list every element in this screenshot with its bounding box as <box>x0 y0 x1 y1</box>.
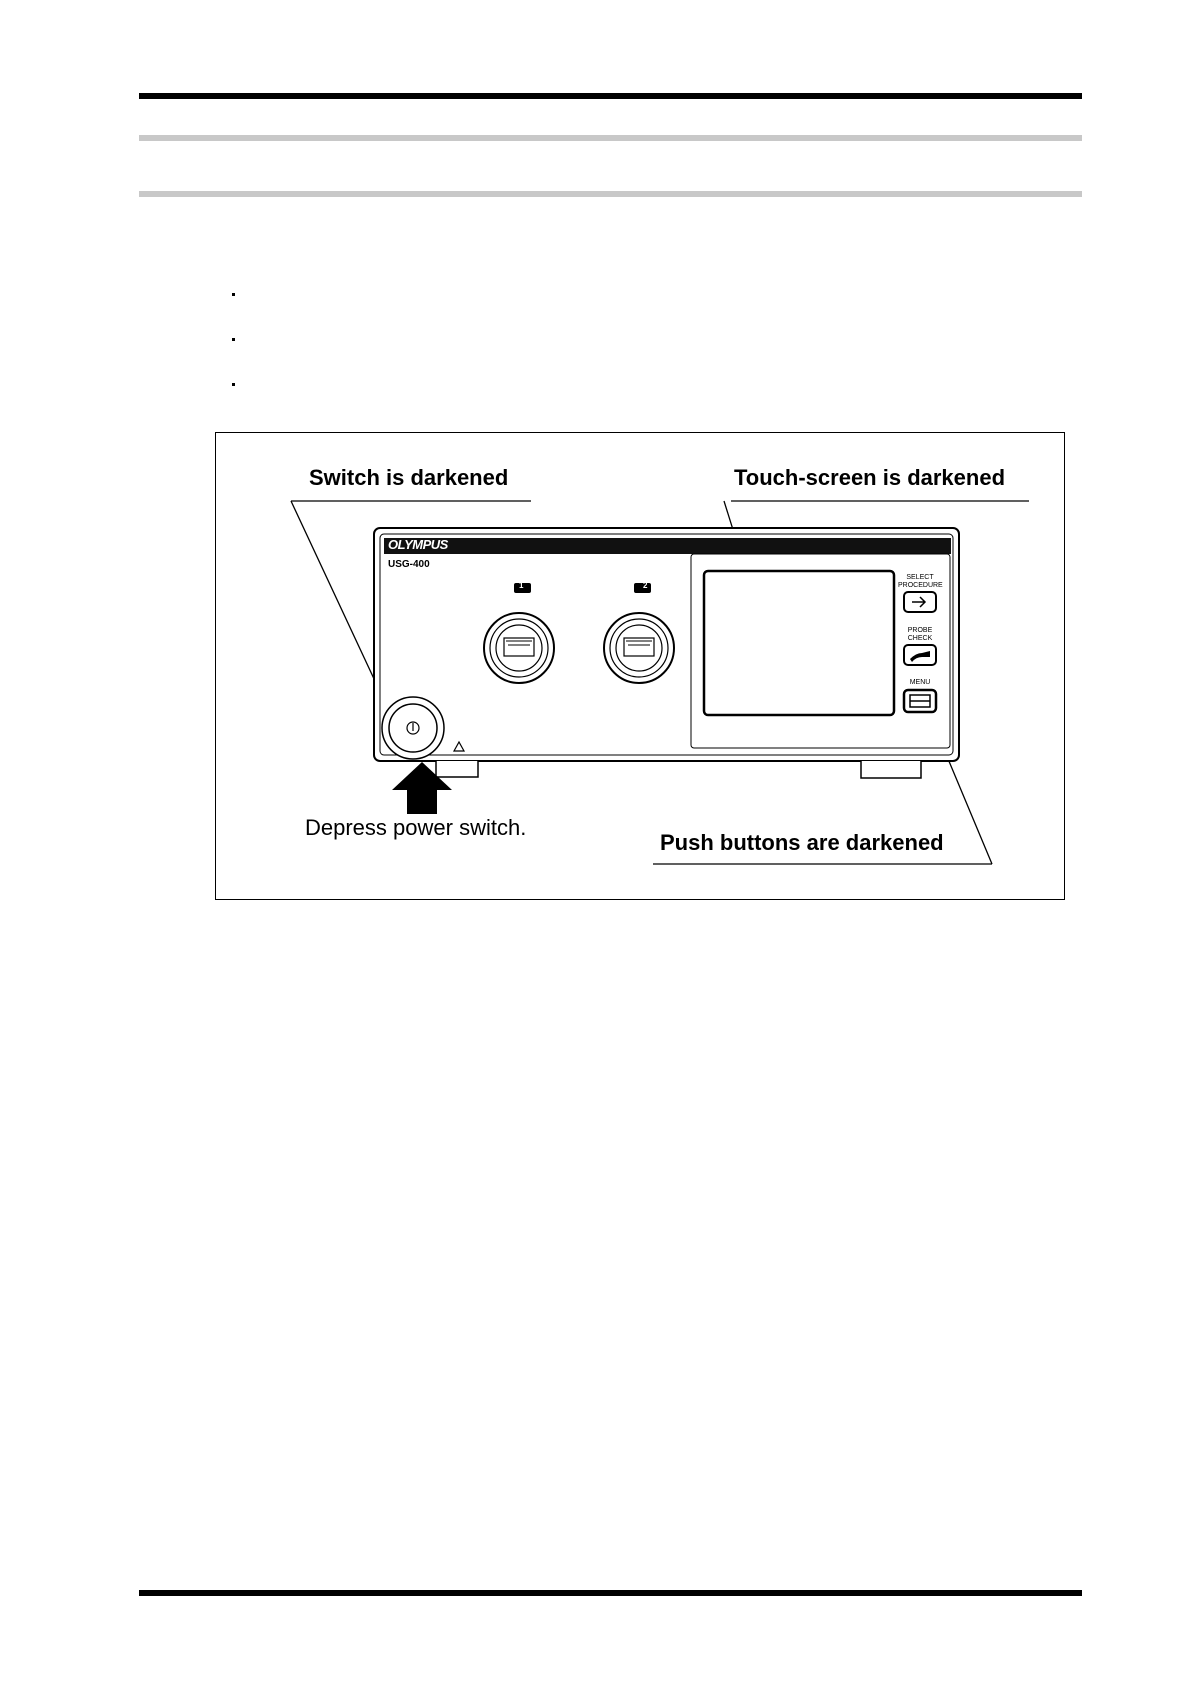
device-figure <box>215 432 1065 900</box>
brand-bar <box>384 538 951 554</box>
depress-instruction: Depress power switch. <box>305 815 527 840</box>
switch-label: Switch is darkened <box>309 465 509 490</box>
device-foot-left <box>436 761 478 777</box>
touchscreen-label: Touch-screen is darkened <box>734 465 1006 490</box>
model-label: USG-400 <box>388 559 430 570</box>
select-procedure-label: SELECT PROCEDURE <box>898 574 943 589</box>
bullet-marker <box>232 338 235 341</box>
bullet-marker <box>232 293 235 296</box>
brand-logo: OLYMPUS <box>388 537 448 552</box>
bullet-marker <box>232 383 235 386</box>
probe-check-label: PROBE CHECK <box>907 627 933 642</box>
menu-label: MENU <box>909 679 931 686</box>
device-foot-right <box>861 761 921 778</box>
port-2 <box>604 613 674 683</box>
port-1-label: 1 <box>519 581 524 590</box>
touchscreen <box>704 571 894 715</box>
header-rule-gray-1 <box>139 135 1082 141</box>
footer-rule <box>139 1590 1082 1596</box>
header-rule-top <box>139 93 1082 99</box>
port-2-label: 2 <box>643 581 648 590</box>
header-rule-gray-2 <box>139 191 1082 197</box>
port-1 <box>484 613 554 683</box>
push-buttons-label: Push buttons are darkened <box>660 830 944 855</box>
